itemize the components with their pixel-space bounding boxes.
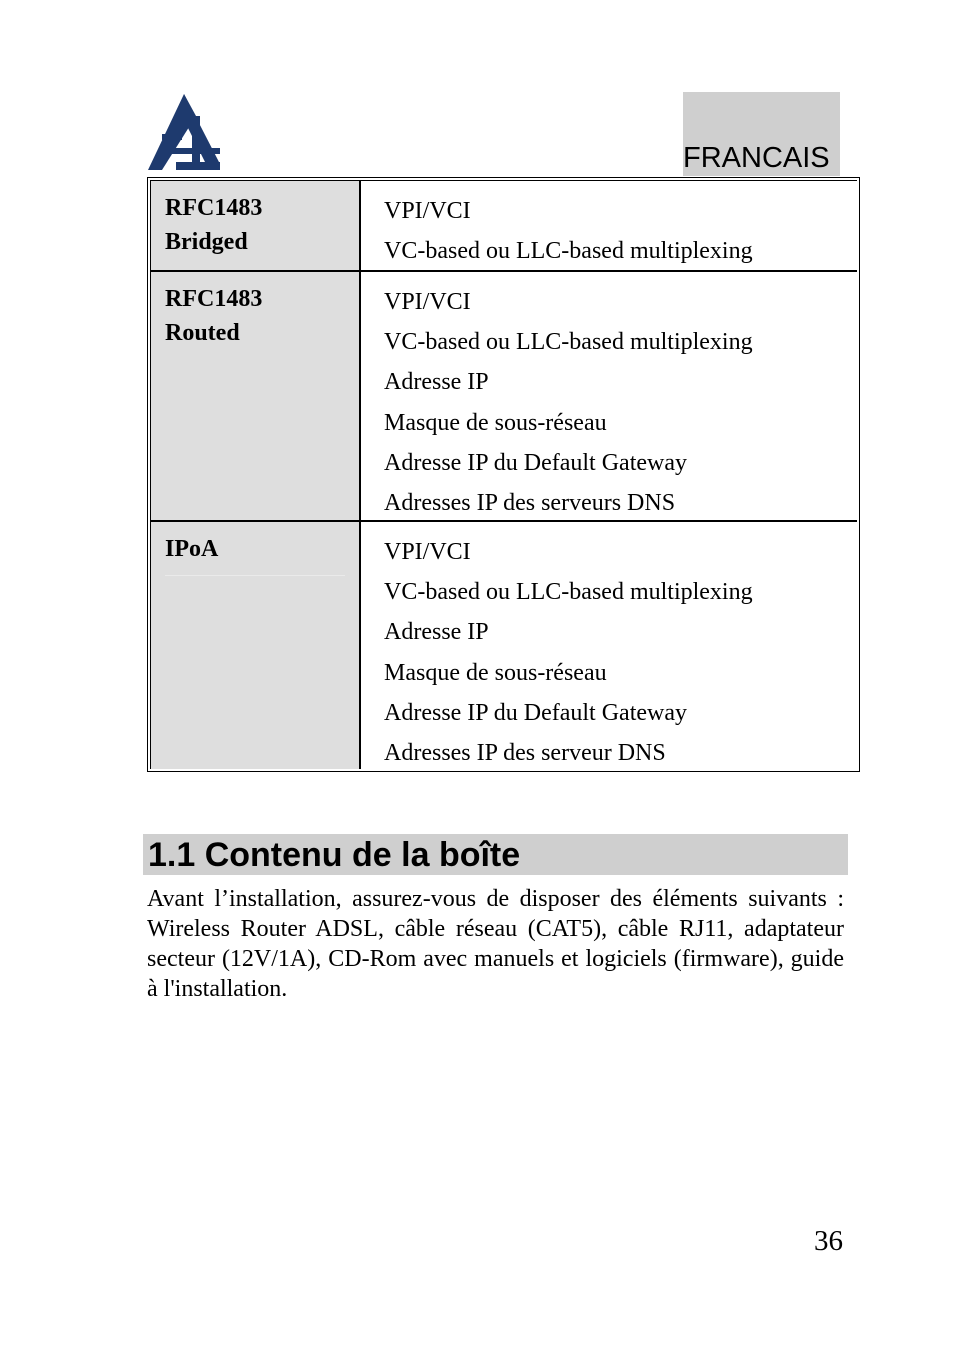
param-item: Masque de sous-réseau: [384, 659, 607, 686]
param-item: VC-based ou LLC-based multiplexing: [384, 238, 753, 265]
connection-modes-table: [147, 177, 860, 772]
table-row: [150, 181, 857, 270]
params-list: [384, 282, 753, 523]
param-item: Adresses IP des serveur DNS: [384, 740, 666, 767]
mode-line: RFC1483: [165, 286, 263, 312]
param-item: Adresses IP des serveurs DNS: [384, 490, 676, 517]
mode-line: IPoA: [165, 536, 219, 562]
language-label: FRANCAIS: [683, 142, 830, 174]
section-title: 1.1 Contenu de la boîte: [148, 836, 521, 874]
mode-name: [165, 191, 262, 259]
mode-line: Routed: [165, 320, 240, 346]
param-item: VC-based ou LLC-based multiplexing: [384, 579, 753, 606]
param-item: VPI/VCI: [384, 198, 471, 224]
section-paragraph: Avant l’installation, assurez-vous de disposer des éléments suivants : Wireless Router ADSL, câble réseau (CAT5), câble RJ11, adaptateur secteur (12V/1A), CD-Rom avec manuels et logiciels (firmware), guide à l'installation.: [147, 886, 844, 1002]
param-item: VPI/VCI: [384, 539, 471, 565]
table-row: [150, 272, 857, 520]
params-list: [384, 532, 753, 773]
param-item: VPI/VCI: [384, 289, 471, 315]
param-item: Adresse IP: [384, 369, 489, 396]
param-item: Adresse IP du Default Gateway: [384, 699, 688, 726]
mode-cell: [150, 181, 359, 270]
params-cell: [359, 522, 857, 769]
mode-line: RFC1483: [165, 195, 263, 221]
params-cell: [359, 272, 857, 520]
table-row: [150, 522, 857, 769]
param-item: Masque de sous-réseau: [384, 409, 607, 436]
divider: [165, 575, 345, 576]
page-number: 36: [814, 1225, 843, 1257]
param-item: VC-based ou LLC-based multiplexing: [384, 329, 753, 356]
mode-cell: [150, 522, 359, 769]
atlantis-logo: [148, 94, 220, 170]
param-item: Adresse IP du Default Gateway: [384, 449, 688, 476]
mode-name: [165, 532, 218, 566]
param-item: Adresse IP: [384, 619, 489, 646]
mode-name: [165, 282, 262, 350]
mode-line: Bridged: [165, 229, 248, 255]
params-list: [384, 191, 753, 271]
params-cell: [359, 181, 857, 270]
mode-cell: [150, 272, 359, 520]
